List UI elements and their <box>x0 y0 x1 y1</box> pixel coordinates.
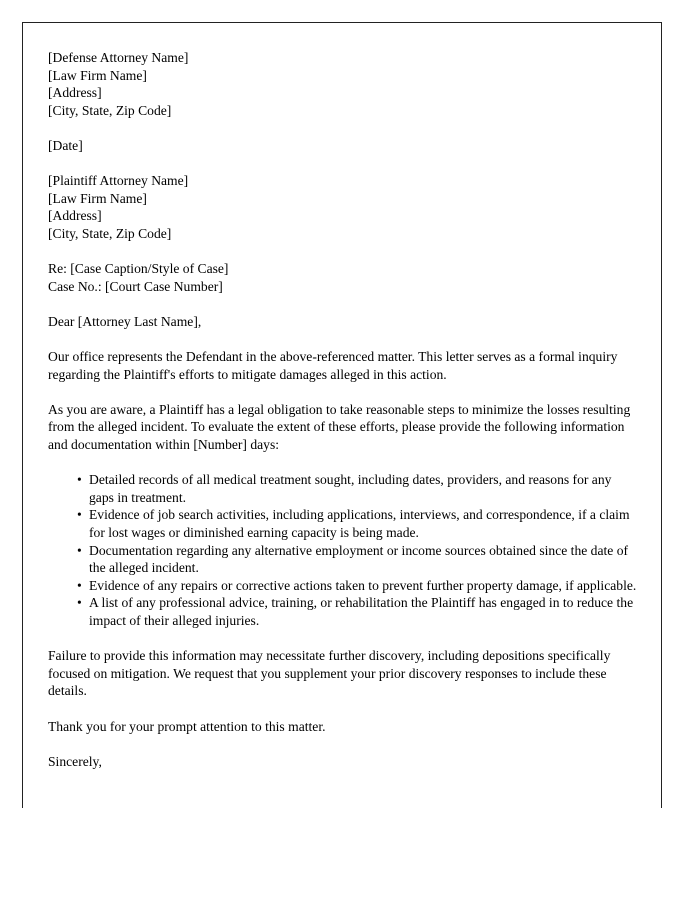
list-item <box>48 594 637 629</box>
recipient-address-line-4: [City, State, Zip Code] <box>48 225 172 241</box>
sender-address-block <box>48 49 637 119</box>
bullet-icon: • <box>77 595 82 611</box>
date-line: [Date] <box>48 137 83 153</box>
recipient-address-line-1: [Plaintiff Attorney Name] <box>48 173 189 189</box>
list-item <box>48 542 637 577</box>
body-paragraph-2: As you are aware, a Plaintiff has a legal obligation to take reasonable steps to minimize the losses resulting from the alleged incident. To evaluate the extent of these efforts, please provide the following information and documentation within [Number] days: <box>48 401 631 453</box>
recipient-address-line-3: [Address] <box>48 208 102 224</box>
letter-body <box>48 49 637 770</box>
bullet-icon: • <box>77 472 82 488</box>
body-paragraph-4: Thank you for your prompt attention to this matter. <box>48 718 326 734</box>
request-list <box>48 471 637 629</box>
reference-block <box>48 260 637 295</box>
case-number-line: Case No.: [Court Case Number] <box>48 278 223 294</box>
sender-address-line-1: [Defense Attorney Name] <box>48 50 189 65</box>
salutation: Dear [Attorney Last Name], <box>48 313 202 329</box>
body-paragraph-3: Failure to provide this information may necessitate further discovery, including depositions specifically focused on mitigation. We request that you supplement your prior discovery responses to include these details. <box>48 648 611 699</box>
document-page <box>22 22 662 808</box>
bullet-icon: • <box>77 577 82 593</box>
bullet-icon: • <box>77 542 82 558</box>
recipient-address-block <box>48 172 637 242</box>
list-item <box>48 471 637 506</box>
list-item <box>48 577 637 595</box>
list-item-text: A list of any professional advice, training, or rehabilitation the Plaintiff has engaged in to reduce the impact of their alleged injuries. <box>89 595 634 628</box>
sender-address-line-3: [Address] <box>48 85 102 101</box>
list-item-text: Detailed records of all medical treatment sought, including dates, providers, and reasons for any gaps in treatment. <box>89 472 612 505</box>
recipient-address-line-2: [Law Firm Name] <box>48 190 147 206</box>
sender-address-line-4: [City, State, Zip Code] <box>48 102 172 118</box>
list-item-text: Evidence of job search activities, including applications, interviews, and correspondence, if a claim for lost wages or diminished earning capacity is being made. <box>89 507 630 541</box>
re-line: Re: [Case Caption/Style of Case] <box>48 261 229 277</box>
list-item-text: Evidence of any repairs or corrective actions taken to prevent further property damage, if applicable. <box>89 577 637 593</box>
closing-line: Sincerely, <box>48 753 102 769</box>
body-paragraph-1: Our office represents the Defendant in the above-referenced matter. This letter serves as a formal inquiry regarding the Plaintiff's efforts to mitigate damages alleged in this action. <box>48 349 618 382</box>
list-item-text: Documentation regarding any alternative employment or income sources obtained since the date of the alleged incident. <box>89 542 629 576</box>
list-item <box>48 506 637 541</box>
sender-address-line-2: [Law Firm Name] <box>48 67 147 83</box>
bullet-icon: • <box>77 507 82 523</box>
date-block <box>48 137 637 155</box>
